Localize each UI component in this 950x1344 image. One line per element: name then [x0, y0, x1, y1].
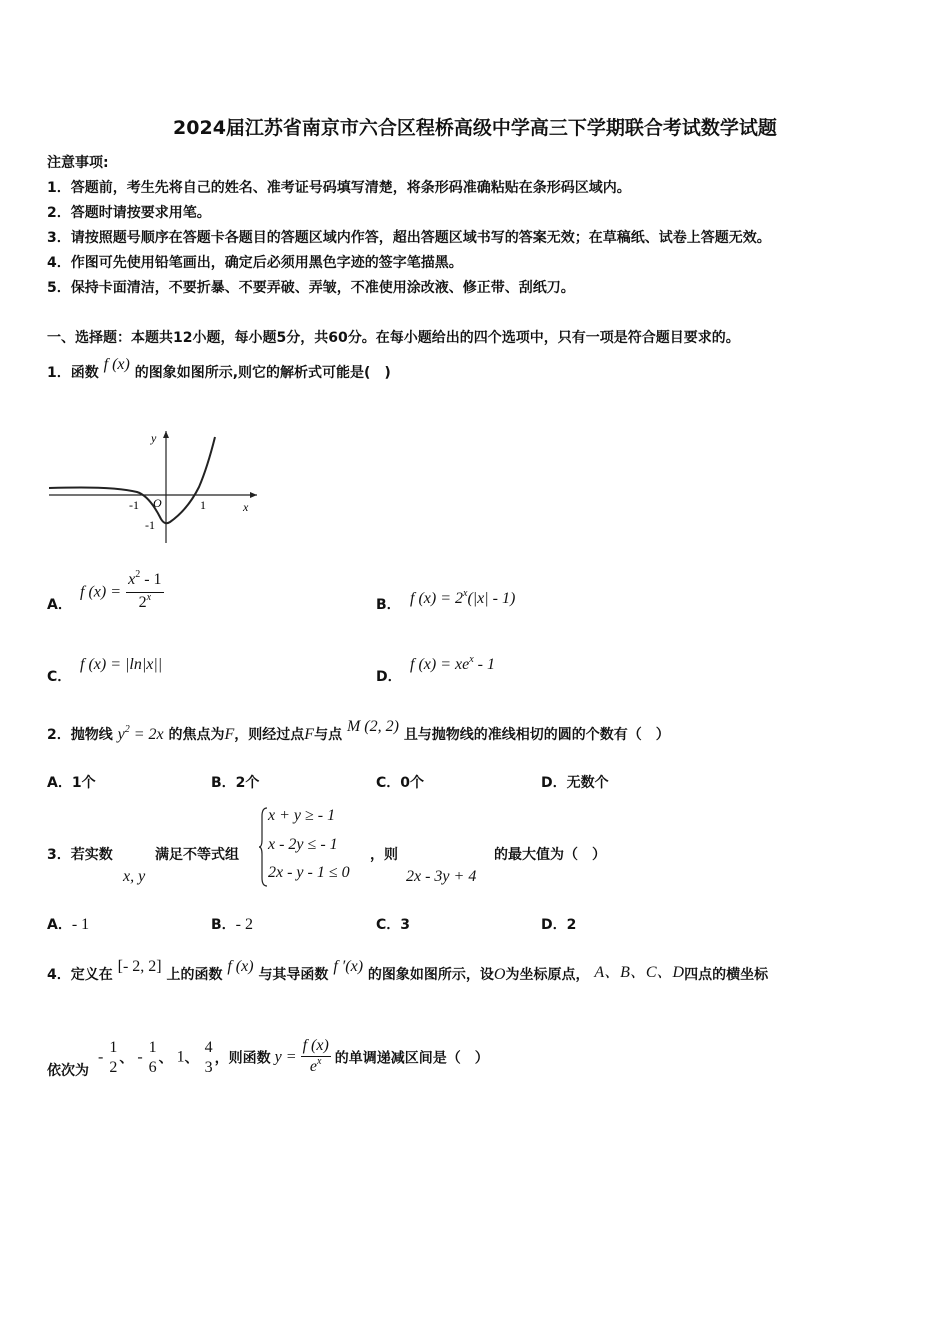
q1-suffix: 的图象如图所示,则它的解析式可能是( ) — [134, 365, 391, 381]
q3-mid: 满足不等式组 — [155, 847, 239, 863]
function-graph — [45, 425, 265, 550]
y-axis-arrow — [163, 431, 169, 438]
q1-a-lhs: f (x) = — [80, 583, 121, 601]
notice-item: 2．答题时请按要求用笔。 — [47, 205, 211, 221]
q1-option-c-label[interactable]: C． — [47, 669, 72, 685]
q3-ineq-3: 2x - y - 1 ≤ 0 — [268, 864, 350, 881]
y-label: y — [151, 431, 157, 445]
tick-y-neg1: -1 — [145, 518, 155, 532]
notice-item: 5．保持卡面清洁，不要折暴、不要弄破、弄皱，不准使用涂改液、修正带、刮纸刀。 — [47, 280, 575, 296]
q3-option-b[interactable]: B．- 2 — [211, 916, 253, 933]
q3-suffix: 的最大值为（ ） — [494, 847, 606, 863]
q3-option-d[interactable]: D．2 — [541, 917, 577, 933]
q3-target: 2x - 3y + 4 — [406, 868, 477, 885]
notice-item: 1．答题前，考生先将自己的姓名、准考证号码填写清楚，将条形码准确粘贴在条形码区域内。 — [47, 180, 631, 196]
notice-item: 4．作图可先使用铅笔画出，确定后必须用黑色字迹的签字笔描黑。 — [47, 255, 463, 271]
question-4-line-1: 4．定义在 [- 2, 2] 上的函数 f (x) 与其导函数 f ′(x) 的图象如图所示，设O为坐标原点， A、B、C、D四点的横坐标 — [47, 958, 769, 983]
q2-option-d[interactable]: D．无数个 — [541, 775, 609, 791]
q1-fx: f (x) — [103, 356, 130, 373]
q3-vars: x, y — [123, 868, 146, 885]
q3-then: ，则 — [370, 847, 398, 863]
q1-option-c[interactable]: f (x) = |ln|x|| — [80, 656, 163, 673]
q3-prefix: 3．若实数 — [47, 847, 113, 863]
q3-option-a[interactable]: A．- 1 — [47, 916, 90, 933]
q1-option-d[interactable]: f $(x) = xe^x - 1$ — [410, 654, 495, 673]
q4-line2-prefix: 依次为 — [47, 1063, 89, 1079]
notice-heading: 注意事项: — [47, 155, 109, 171]
tick-neg1: -1 — [129, 498, 139, 512]
origin-label: O — [153, 496, 162, 510]
question-1 — [47, 356, 391, 382]
q1-option-d-label[interactable]: D． — [376, 669, 402, 685]
q2-option-b[interactable]: B．2个 — [211, 775, 260, 791]
q1-option-a-label[interactable]: A． — [47, 597, 72, 613]
q4-values: - 1 2 、 - 1 6 、 1、 4 3 ，则函数 y = $\frac{f (x)}{e^x}$ 的单调递减区间是（ ） — [98, 1037, 489, 1076]
x-label: x — [243, 500, 249, 514]
notice-item: 3．请按照题号顺序在答题卡各题目的答题区域内作答，超出答题区域书写的答案无效；在草稿纸、试卷上答题无效。 — [47, 230, 771, 246]
q1-prefix: 1．函数 — [47, 365, 99, 381]
q1-option-b-label[interactable]: B． — [376, 597, 401, 613]
section-heading: 一、选择题：本题共12小题，每小题5分，共60分。在每小题给出的四个选项中，只有一项是符合题目要求的。 — [47, 330, 740, 346]
q1-option-a[interactable] — [80, 570, 164, 615]
tick-1: 1 — [200, 498, 206, 512]
q3-option-c[interactable]: C．3 — [376, 917, 411, 933]
page-title: 2024届江苏省南京市六合区程桥高级中学高三下学期联合考试数学试题 — [173, 117, 777, 139]
question-2: 2．抛物线 $y^2 = 2x$ 的焦点为F，则经过点F与点 M (2, 2) 且与抛物线的准线相切的圆的个数有（ ） — [47, 718, 670, 743]
q2-option-c[interactable]: C．0个 — [376, 775, 425, 791]
x-axis-arrow — [250, 492, 257, 498]
q2-option-a[interactable]: A．1个 — [47, 775, 96, 791]
q3-ineq-2: x - 2y ≤ - 1 — [268, 836, 338, 853]
q3-ineq-1: x + y ≥ - 1 — [268, 807, 336, 824]
q1-option-b[interactable]: f $(x) = 2^x(|x| - 1)$ — [410, 588, 516, 607]
q1-a-fraction: $\frac{x^2 - 1}{2^x}$ — [128, 569, 162, 611]
